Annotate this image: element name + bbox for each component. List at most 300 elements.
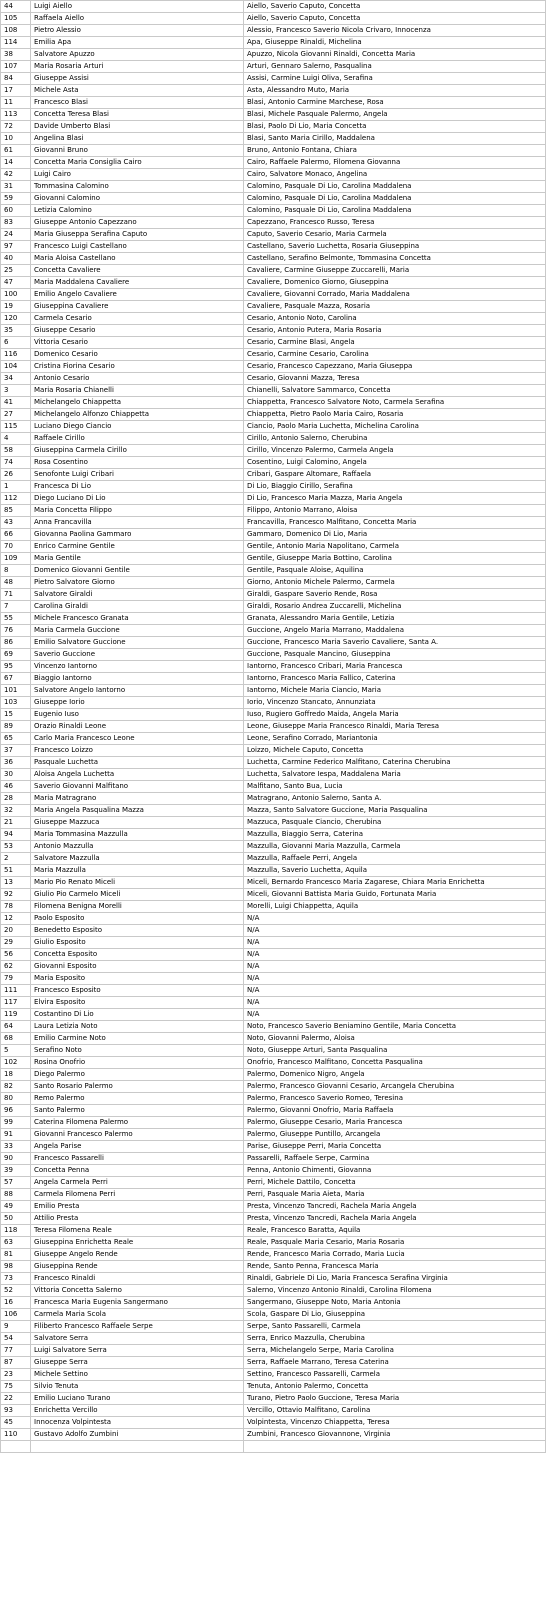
cell-parents[interactable]: Apa, Giuseppe Rinaldi, Michelina (244, 37, 546, 49)
cell-id[interactable]: 114 (1, 37, 31, 49)
cell-id[interactable]: 3 (1, 385, 31, 397)
cell-id[interactable]: 93 (1, 1405, 31, 1417)
cell-name[interactable]: Luciano Diego Ciancio (31, 421, 244, 433)
cell-id[interactable]: 15 (1, 709, 31, 721)
cell-name[interactable]: Maria Esposito (31, 973, 244, 985)
cell-parents[interactable]: Salerno, Vincenzo Antonio Rinaldi, Carolina Filomena (244, 1285, 546, 1297)
cell-name[interactable]: Salvatore Giraldi (31, 589, 244, 601)
cell-parents[interactable]: Cirillo, Antonio Salerno, Cherubina (244, 433, 546, 445)
cell-name[interactable]: Maria Mazzulla (31, 865, 244, 877)
cell-id[interactable]: 102 (1, 1057, 31, 1069)
cell-id[interactable]: 27 (1, 409, 31, 421)
cell-name[interactable]: Giuseppe Angelo Rende (31, 1249, 244, 1261)
cell-id[interactable]: 53 (1, 841, 31, 853)
cell-id[interactable]: 76 (1, 625, 31, 637)
cell-name[interactable]: Attilio Presta (31, 1213, 244, 1225)
cell-id[interactable]: 95 (1, 661, 31, 673)
cell-id[interactable]: 107 (1, 61, 31, 73)
cell-parents[interactable]: Cairo, Raffaele Palermo, Filomena Giovanna (244, 157, 546, 169)
cell-name[interactable]: Benedetto Esposito (31, 925, 244, 937)
cell-parents[interactable]: Giraldi, Gaspare Saverio Rende, Rosa (244, 589, 546, 601)
cell-parents[interactable]: Apuzzo, Nicola Giovanni Rinaldi, Concetta Maria (244, 49, 546, 61)
cell-id[interactable]: 20 (1, 925, 31, 937)
cell-id[interactable]: 49 (1, 1201, 31, 1213)
cell-parents[interactable]: Cairo, Salvatore Monaco, Angelina (244, 169, 546, 181)
cell-parents[interactable]: Iantorno, Francesco Cribari, Maria Francesca (244, 661, 546, 673)
cell-id[interactable]: 85 (1, 505, 31, 517)
cell-id[interactable]: 62 (1, 961, 31, 973)
cell-id[interactable]: 55 (1, 613, 31, 625)
cell-id[interactable]: 13 (1, 877, 31, 889)
cell-id[interactable]: 1 (1, 481, 31, 493)
cell-parents[interactable]: Di Lio, Biaggio Cirillo, Serafina (244, 481, 546, 493)
cell-name[interactable]: Eugenio Iuso (31, 709, 244, 721)
cell-name[interactable]: Giovanni Bruno (31, 145, 244, 157)
cell-name[interactable]: Aloisa Angela Luchetta (31, 769, 244, 781)
cell-parents[interactable]: Noto, Giuseppe Arturi, Santa Pasqualina (244, 1045, 546, 1057)
cell-name[interactable]: Santo Palermo (31, 1105, 244, 1117)
cell-parents[interactable]: Giraldi, Rosario Andrea Zuccarelli, Michelina (244, 601, 546, 613)
cell-name[interactable]: Maria Rosaria Arturi (31, 61, 244, 73)
cell-parents[interactable]: Reale, Francesco Baratta, Aquila (244, 1225, 546, 1237)
cell-name[interactable]: Giuseppe Cesario (31, 325, 244, 337)
cell-id[interactable]: 65 (1, 733, 31, 745)
cell-id[interactable]: 74 (1, 457, 31, 469)
cell-name[interactable]: Michelangelo Chiappetta (31, 397, 244, 409)
cell-id[interactable]: 116 (1, 349, 31, 361)
cell-parents[interactable]: N/A (244, 949, 546, 961)
cell-name[interactable]: Domenico Giovanni Gentile (31, 565, 244, 577)
cell-parents[interactable] (244, 1441, 546, 1453)
cell-id[interactable]: 30 (1, 769, 31, 781)
cell-parents[interactable]: Cosentino, Luigi Calomino, Angela (244, 457, 546, 469)
cell-parents[interactable]: Tenuta, Antonio Palermo, Concetta (244, 1381, 546, 1393)
cell-id[interactable]: 23 (1, 1369, 31, 1381)
cell-parents[interactable]: Iantorno, Michele Maria Ciancio, Maria (244, 685, 546, 697)
cell-name[interactable]: Luigi Cairo (31, 169, 244, 181)
cell-name[interactable]: Giulio Esposito (31, 937, 244, 949)
cell-parents[interactable]: Castellano, Saverio Luchetta, Rosaria Giuseppina (244, 241, 546, 253)
cell-id[interactable]: 91 (1, 1129, 31, 1141)
cell-parents[interactable]: Palermo, Domenico Nigro, Angela (244, 1069, 546, 1081)
cell-name[interactable]: Francesco Luigi Castellano (31, 241, 244, 253)
cell-id[interactable]: 104 (1, 361, 31, 373)
cell-parents[interactable]: Luchetta, Salvatore Iespa, Maddalena Maria (244, 769, 546, 781)
cell-name[interactable]: Michele Asta (31, 85, 244, 97)
cell-name[interactable]: Silvio Tenuta (31, 1381, 244, 1393)
cell-name[interactable]: Vincenzo Iantorno (31, 661, 244, 673)
cell-id[interactable]: 94 (1, 829, 31, 841)
cell-name[interactable]: Concetta Penna (31, 1165, 244, 1177)
cell-id[interactable]: 71 (1, 589, 31, 601)
cell-parents[interactable]: Perri, Pasquale Maria Aieta, Maria (244, 1189, 546, 1201)
cell-name[interactable]: Diego Palermo (31, 1069, 244, 1081)
cell-id[interactable]: 117 (1, 997, 31, 1009)
cell-id[interactable]: 11 (1, 97, 31, 109)
cell-id[interactable]: 72 (1, 121, 31, 133)
cell-parents[interactable]: Gentile, Pasquale Aloise, Aquilina (244, 565, 546, 577)
cell-parents[interactable]: Presta, Vincenzo Tancredi, Rachela Maria Angela (244, 1201, 546, 1213)
cell-parents[interactable]: Mazzulla, Giovanni Maria Mazzulla, Carmela (244, 841, 546, 853)
cell-name[interactable]: Giovanna Paolina Gammaro (31, 529, 244, 541)
cell-name[interactable]: Giuseppe Mazzuca (31, 817, 244, 829)
cell-parents[interactable]: Cavaliere, Carmine Giuseppe Zuccarelli, Maria (244, 265, 546, 277)
cell-parents[interactable]: Settino, Francesco Passarelli, Carmela (244, 1369, 546, 1381)
cell-id[interactable]: 17 (1, 85, 31, 97)
cell-id[interactable]: 60 (1, 205, 31, 217)
cell-name[interactable]: Salvatore Serra (31, 1333, 244, 1345)
cell-id[interactable]: 67 (1, 673, 31, 685)
cell-name[interactable]: Emilio Luciano Turano (31, 1393, 244, 1405)
cell-name[interactable]: Giuseppina Carmela Cirillo (31, 445, 244, 457)
cell-id[interactable]: 78 (1, 901, 31, 913)
cell-id[interactable]: 79 (1, 973, 31, 985)
cell-parents[interactable]: Chiappetta, Francesco Salvatore Noto, Carmela Serafina (244, 397, 546, 409)
cell-parents[interactable]: Mazzulla, Saverio Luchetta, Aquila (244, 865, 546, 877)
cell-parents[interactable]: Gammaro, Domenico Di Lio, Maria (244, 529, 546, 541)
cell-id[interactable]: 47 (1, 277, 31, 289)
cell-name[interactable]: Cristina Fiorina Cesario (31, 361, 244, 373)
cell-id[interactable]: 19 (1, 301, 31, 313)
cell-id[interactable]: 64 (1, 1021, 31, 1033)
cell-id[interactable]: 4 (1, 433, 31, 445)
cell-id[interactable]: 42 (1, 169, 31, 181)
cell-name[interactable]: Caterina Filomena Palermo (31, 1117, 244, 1129)
cell-id[interactable]: 6 (1, 337, 31, 349)
cell-id[interactable]: 87 (1, 1357, 31, 1369)
cell-id[interactable]: 70 (1, 541, 31, 553)
cell-parents[interactable]: Vercillo, Ottavio Malfitano, Carolina (244, 1405, 546, 1417)
cell-id[interactable]: 29 (1, 937, 31, 949)
cell-parents[interactable]: Noto, Giovanni Palermo, Aloisa (244, 1033, 546, 1045)
cell-parents[interactable]: Cirillo, Vincenzo Palermo, Carmela Angela (244, 445, 546, 457)
cell-parents[interactable]: Cavaliere, Pasquale Mazza, Rosaria (244, 301, 546, 313)
cell-name[interactable]: Laura Letizia Noto (31, 1021, 244, 1033)
cell-parents[interactable]: Matragrano, Antonio Salerno, Santa A. (244, 793, 546, 805)
cell-id[interactable]: 59 (1, 193, 31, 205)
cell-name[interactable]: Pasquale Luchetta (31, 757, 244, 769)
cell-name[interactable]: Raffaele Cirillo (31, 433, 244, 445)
cell-name[interactable]: Francesco Rinaldi (31, 1273, 244, 1285)
cell-parents[interactable]: Aiello, Saverio Caputo, Concetta (244, 1, 546, 13)
cell-name[interactable]: Maria Giuseppa Serafina Caputo (31, 229, 244, 241)
cell-parents[interactable]: Blasi, Santo Maria Cirillo, Maddalena (244, 133, 546, 145)
cell-name[interactable]: Domenico Cesario (31, 349, 244, 361)
cell-parents[interactable]: Scola, Gaspare Di Lio, Giuseppina (244, 1309, 546, 1321)
cell-id[interactable]: 96 (1, 1105, 31, 1117)
cell-parents[interactable]: Cavaliere, Giovanni Corrado, Maria Maddalena (244, 289, 546, 301)
cell-parents[interactable]: Di Lio, Francesco Maria Mazza, Maria Angela (244, 493, 546, 505)
cell-name[interactable]: Maria Tommasina Mazzulla (31, 829, 244, 841)
cell-parents[interactable]: Perri, Michele Dattilo, Concetta (244, 1177, 546, 1189)
cell-id[interactable]: 110 (1, 1429, 31, 1441)
cell-id[interactable]: 33 (1, 1141, 31, 1153)
cell-name[interactable]: Concetta Cavaliere (31, 265, 244, 277)
cell-name[interactable]: Carlo Maria Francesco Leone (31, 733, 244, 745)
cell-id[interactable]: 25 (1, 265, 31, 277)
cell-name[interactable]: Antonio Cesario (31, 373, 244, 385)
cell-name[interactable]: Carmela Filomena Perri (31, 1189, 244, 1201)
cell-name[interactable]: Luigi Salvatore Serra (31, 1345, 244, 1357)
cell-id[interactable]: 69 (1, 649, 31, 661)
cell-id[interactable]: 112 (1, 493, 31, 505)
cell-parents[interactable]: Volpintesta, Vincenzo Chiappetta, Teresa (244, 1417, 546, 1429)
cell-id[interactable]: 106 (1, 1309, 31, 1321)
cell-id[interactable]: 92 (1, 889, 31, 901)
cell-id[interactable]: 40 (1, 253, 31, 265)
cell-parents[interactable]: Ciancio, Paolo Maria Luchetta, Michelina Carolina (244, 421, 546, 433)
cell-id[interactable]: 21 (1, 817, 31, 829)
cell-parents[interactable]: Palermo, Giuseppe Cesario, Maria Francesca (244, 1117, 546, 1129)
cell-id[interactable]: 63 (1, 1237, 31, 1249)
cell-id[interactable]: 26 (1, 469, 31, 481)
cell-name[interactable]: Francesco Blasi (31, 97, 244, 109)
cell-parents[interactable]: Mazzulla, Raffaele Perri, Angela (244, 853, 546, 865)
cell-id[interactable]: 58 (1, 445, 31, 457)
cell-name[interactable]: Pietro Salvatore Giorno (31, 577, 244, 589)
cell-parents[interactable]: Iantorno, Francesco Maria Fallico, Caterina (244, 673, 546, 685)
cell-parents[interactable]: Cesario, Antonio Putera, Maria Rosaria (244, 325, 546, 337)
cell-id[interactable]: 66 (1, 529, 31, 541)
cell-id[interactable]: 43 (1, 517, 31, 529)
cell-name[interactable]: Carolina Giraldi (31, 601, 244, 613)
cell-name[interactable]: Giuseppina Cavaliere (31, 301, 244, 313)
cell-name[interactable]: Serafino Noto (31, 1045, 244, 1057)
cell-parents[interactable]: Chiappetta, Pietro Paolo Maria Cairo, Rosaria (244, 409, 546, 421)
cell-parents[interactable]: Parise, Giuseppe Perri, Maria Concetta (244, 1141, 546, 1153)
cell-id[interactable]: 105 (1, 13, 31, 25)
cell-parents[interactable]: Giorno, Antonio Michele Palermo, Carmela (244, 577, 546, 589)
cell-name[interactable]: Angela Carmela Perri (31, 1177, 244, 1189)
cell-parents[interactable]: Luchetta, Carmine Federico Malfitano, Caterina Cherubina (244, 757, 546, 769)
cell-id[interactable]: 61 (1, 145, 31, 157)
cell-parents[interactable]: Palermo, Francesco Giovanni Cesario, Arcangela Cherubina (244, 1081, 546, 1093)
cell-parents[interactable]: Cesario, Giovanni Mazza, Teresa (244, 373, 546, 385)
cell-id[interactable]: 81 (1, 1249, 31, 1261)
cell-id[interactable]: 118 (1, 1225, 31, 1237)
cell-id[interactable]: 101 (1, 685, 31, 697)
cell-parents[interactable]: Arturi, Gennaro Salerno, Pasqualina (244, 61, 546, 73)
cell-name[interactable]: Diego Luciano Di Lio (31, 493, 244, 505)
cell-id[interactable]: 48 (1, 577, 31, 589)
cell-name[interactable]: Luigi Aiello (31, 1, 244, 13)
cell-name[interactable]: Giuseppina Rende (31, 1261, 244, 1273)
cell-name[interactable]: Enrichetta Vercillo (31, 1405, 244, 1417)
cell-parents[interactable]: Guccione, Francesco Maria Saverio Cavaliere, Santa A. (244, 637, 546, 649)
cell-name[interactable]: Salvatore Apuzzo (31, 49, 244, 61)
cell-name[interactable]: Emilio Angelo Cavaliere (31, 289, 244, 301)
cell-name[interactable]: Giovanni Esposito (31, 961, 244, 973)
cell-id[interactable]: 68 (1, 1033, 31, 1045)
cell-name[interactable]: Costantino Di Lio (31, 1009, 244, 1021)
cell-id[interactable]: 35 (1, 325, 31, 337)
cell-id[interactable]: 37 (1, 745, 31, 757)
cell-id[interactable]: 86 (1, 637, 31, 649)
cell-parents[interactable]: Blasi, Michele Pasquale Palermo, Angela (244, 109, 546, 121)
cell-id[interactable]: 88 (1, 1189, 31, 1201)
cell-id[interactable]: 75 (1, 1381, 31, 1393)
cell-parents[interactable]: Assisi, Carmine Luigi Oliva, Serafina (244, 73, 546, 85)
cell-name[interactable]: Teresa Filomena Reale (31, 1225, 244, 1237)
cell-name[interactable]: Carmela Maria Scola (31, 1309, 244, 1321)
cell-name[interactable]: Francesca Maria Eugenia Sangermano (31, 1297, 244, 1309)
cell-parents[interactable]: Mazza, Santo Salvatore Guccione, Maria Pasqualina (244, 805, 546, 817)
cell-parents[interactable]: Cesario, Carmine Cesario, Carolina (244, 349, 546, 361)
cell-parents[interactable]: Palermo, Giuseppe Puntillo, Arcangela (244, 1129, 546, 1141)
cell-parents[interactable]: Gentile, Giuseppe Maria Bottino, Carolina (244, 553, 546, 565)
cell-name[interactable]: Raffaela Aiello (31, 13, 244, 25)
cell-name[interactable]: Maria Rosaria Chianelli (31, 385, 244, 397)
cell-name[interactable]: Concetta Maria Consiglia Cairo (31, 157, 244, 169)
cell-id[interactable]: 31 (1, 181, 31, 193)
cell-parents[interactable]: Serpe, Santo Passarelli, Carmela (244, 1321, 546, 1333)
cell-parents[interactable]: N/A (244, 913, 546, 925)
cell-parents[interactable]: Miceli, Bernardo Francesco Maria Zagarese, Chiara Maria Enrichetta (244, 877, 546, 889)
cell-id[interactable]: 84 (1, 73, 31, 85)
cell-id[interactable]: 120 (1, 313, 31, 325)
cell-parents[interactable]: Rende, Santo Penna, Francesca Maria (244, 1261, 546, 1273)
cell-parents[interactable]: N/A (244, 997, 546, 1009)
cell-name[interactable]: Emilio Salvatore Guccione (31, 637, 244, 649)
cell-id[interactable]: 18 (1, 1069, 31, 1081)
cell-id[interactable]: 119 (1, 1009, 31, 1021)
cell-id[interactable]: 83 (1, 217, 31, 229)
cell-name[interactable]: Vittoria Cesario (31, 337, 244, 349)
cell-parents[interactable]: Palermo, Francesco Saverio Romeo, Teresina (244, 1093, 546, 1105)
cell-id[interactable]: 10 (1, 133, 31, 145)
cell-parents[interactable]: Penna, Antonio Chimenti, Giovanna (244, 1165, 546, 1177)
cell-name[interactable]: Gustavo Adolfo Zumbini (31, 1429, 244, 1441)
cell-parents[interactable]: Miceli, Giovanni Battista Maria Guido, Fortunata Maria (244, 889, 546, 901)
cell-id[interactable]: 44 (1, 1, 31, 13)
cell-parents[interactable]: Passarelli, Raffaele Serpe, Carmina (244, 1153, 546, 1165)
cell-name[interactable]: Emilia Apa (31, 37, 244, 49)
cell-id[interactable]: 12 (1, 913, 31, 925)
cell-id[interactable]: 103 (1, 697, 31, 709)
cell-id[interactable]: 50 (1, 1213, 31, 1225)
cell-parents[interactable]: N/A (244, 985, 546, 997)
cell-name[interactable]: Michele Francesco Granata (31, 613, 244, 625)
cell-parents[interactable]: Cribari, Gaspare Altomare, Raffaela (244, 469, 546, 481)
cell-parents[interactable]: Rende, Francesco Maria Corrado, Maria Lucia (244, 1249, 546, 1261)
cell-name[interactable]: Saverio Guccione (31, 649, 244, 661)
cell-id[interactable]: 45 (1, 1417, 31, 1429)
cell-id[interactable]: 9 (1, 1321, 31, 1333)
cell-parents[interactable]: Leone, Giuseppe Maria Francesco Rinaldi, Maria Teresa (244, 721, 546, 733)
cell-parents[interactable]: Turano, Pietro Paolo Guccione, Teresa Maria (244, 1393, 546, 1405)
cell-id[interactable]: 109 (1, 553, 31, 565)
cell-parents[interactable]: N/A (244, 1009, 546, 1021)
cell-parents[interactable]: Caputo, Saverio Cesario, Maria Carmela (244, 229, 546, 241)
cell-id[interactable]: 99 (1, 1117, 31, 1129)
cell-id[interactable]: 56 (1, 949, 31, 961)
cell-parents[interactable]: Cavaliere, Domenico Giorno, Giuseppina (244, 277, 546, 289)
cell-name[interactable]: Concetta Esposito (31, 949, 244, 961)
cell-name[interactable]: Emilio Presta (31, 1201, 244, 1213)
cell-parents[interactable]: N/A (244, 961, 546, 973)
cell-name[interactable]: Vittoria Concetta Salerno (31, 1285, 244, 1297)
cell-parents[interactable]: Serra, Enrico Mazzulla, Cherubina (244, 1333, 546, 1345)
cell-parents[interactable]: Malfitano, Santo Bua, Lucia (244, 781, 546, 793)
cell-name[interactable]: Antonio Mazzulla (31, 841, 244, 853)
cell-id[interactable]: 80 (1, 1093, 31, 1105)
cell-parents[interactable]: Serra, Michelangelo Serpe, Maria Carolina (244, 1345, 546, 1357)
cell-id[interactable]: 57 (1, 1177, 31, 1189)
cell-parents[interactable]: Cesario, Francesco Capezzano, Maria Giuseppa (244, 361, 546, 373)
cell-parents[interactable]: Cesario, Carmine Blasi, Angela (244, 337, 546, 349)
cell-name[interactable]: Maria Aloisa Castellano (31, 253, 244, 265)
cell-name[interactable]: Filiberto Francesco Raffaele Serpe (31, 1321, 244, 1333)
cell-id[interactable]: 90 (1, 1153, 31, 1165)
cell-id[interactable] (1, 1441, 31, 1453)
cell-name[interactable]: Giulio Pio Carmelo Miceli (31, 889, 244, 901)
cell-parents[interactable]: Mazzulla, Biaggio Serra, Caterina (244, 829, 546, 841)
cell-id[interactable]: 38 (1, 49, 31, 61)
cell-parents[interactable]: Mazzuca, Pasquale Ciancio, Cherubina (244, 817, 546, 829)
cell-name[interactable]: Anna Francavilla (31, 517, 244, 529)
cell-id[interactable]: 108 (1, 25, 31, 37)
cell-id[interactable]: 98 (1, 1261, 31, 1273)
cell-parents[interactable]: N/A (244, 925, 546, 937)
cell-name[interactable]: Enrico Carmine Gentile (31, 541, 244, 553)
cell-parents[interactable]: Blasi, Paolo Di Lio, Maria Concetta (244, 121, 546, 133)
cell-name[interactable]: Giuseppe Antonio Capezzano (31, 217, 244, 229)
cell-name[interactable]: Paolo Esposito (31, 913, 244, 925)
cell-name[interactable]: Orazio Rinaldi Leone (31, 721, 244, 733)
cell-id[interactable]: 82 (1, 1081, 31, 1093)
cell-parents[interactable]: Rinaldi, Gabriele Di Lio, Maria Francesca Serafina Virginia (244, 1273, 546, 1285)
cell-name[interactable]: Francesco Passarelli (31, 1153, 244, 1165)
cell-parents[interactable]: Cesario, Antonio Noto, Carolina (244, 313, 546, 325)
cell-name[interactable]: Salvatore Mazzulla (31, 853, 244, 865)
cell-parents[interactable]: Calomino, Pasquale Di Lio, Carolina Maddalena (244, 205, 546, 217)
cell-id[interactable]: 28 (1, 793, 31, 805)
cell-parents[interactable]: Blasi, Antonio Carmine Marchese, Rosa (244, 97, 546, 109)
cell-parents[interactable]: Castellano, Serafino Belmonte, Tommasina Concetta (244, 253, 546, 265)
cell-parents[interactable]: Presta, Vincenzo Tancredi, Rachela Maria Angela (244, 1213, 546, 1225)
cell-name[interactable]: Giuseppe Serra (31, 1357, 244, 1369)
cell-name[interactable] (31, 1441, 244, 1453)
cell-name[interactable]: Maria Matragrano (31, 793, 244, 805)
cell-id[interactable]: 77 (1, 1345, 31, 1357)
cell-id[interactable]: 2 (1, 853, 31, 865)
cell-parents[interactable]: Granata, Alessandro Maria Gentile, Letizia (244, 613, 546, 625)
cell-name[interactable]: Elvira Esposito (31, 997, 244, 1009)
cell-name[interactable]: Michelangelo Alfonzo Chiappetta (31, 409, 244, 421)
cell-parents[interactable]: Palermo, Giovanni Onofrio, Maria Raffaela (244, 1105, 546, 1117)
cell-id[interactable]: 7 (1, 601, 31, 613)
cell-id[interactable]: 16 (1, 1297, 31, 1309)
cell-name[interactable]: Salvatore Angelo Iantorno (31, 685, 244, 697)
cell-name[interactable]: Francesca Di Lio (31, 481, 244, 493)
cell-name[interactable]: Filomena Benigna Morelli (31, 901, 244, 913)
cell-id[interactable]: 14 (1, 157, 31, 169)
cell-name[interactable]: Giuseppe Assisi (31, 73, 244, 85)
cell-parents[interactable]: Leone, Serafino Corrado, Mariantonia (244, 733, 546, 745)
cell-name[interactable]: Rosina Onofrio (31, 1057, 244, 1069)
cell-name[interactable]: Francesco Esposito (31, 985, 244, 997)
cell-name[interactable]: Maria Gentile (31, 553, 244, 565)
cell-id[interactable]: 39 (1, 1165, 31, 1177)
cell-name[interactable]: Angela Parise (31, 1141, 244, 1153)
cell-name[interactable]: Carmela Cesario (31, 313, 244, 325)
cell-name[interactable]: Rosa Cosentino (31, 457, 244, 469)
cell-parents[interactable]: Sangermano, Giuseppe Noto, Maria Antonia (244, 1297, 546, 1309)
cell-parents[interactable]: Chianelli, Salvatore Sammarco, Concetta (244, 385, 546, 397)
cell-name[interactable]: Saverio Giovanni Malfitano (31, 781, 244, 793)
cell-parents[interactable]: Bruno, Antonio Fontana, Chiara (244, 145, 546, 157)
cell-name[interactable]: Giuseppina Enrichetta Reale (31, 1237, 244, 1249)
